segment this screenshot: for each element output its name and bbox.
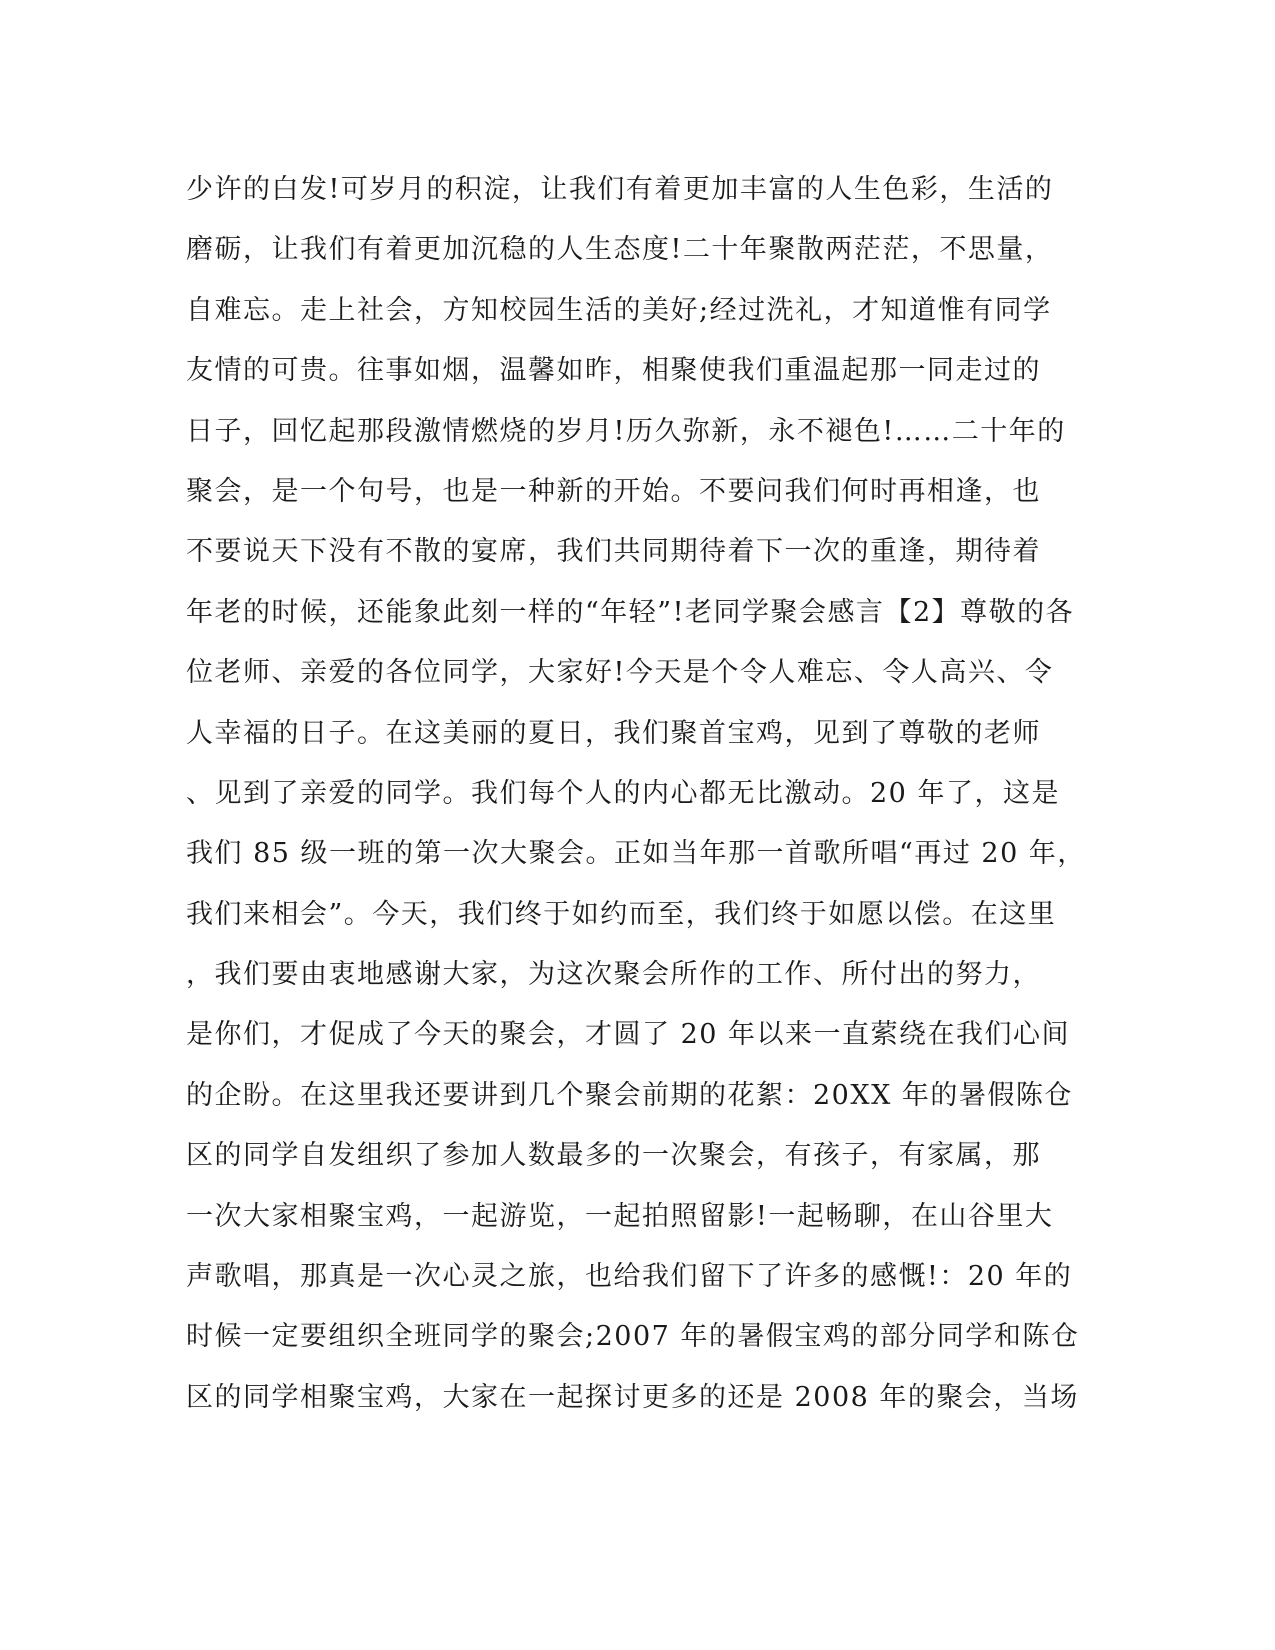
text-line: 的企盼。在这里我还要讲到几个聚会前期的花絮：20XX 年的暑假陈仓	[186, 1079, 1073, 1111]
text-line: 人幸福的日子。在这美丽的夏日，我们聚首宝鸡，见到了尊敬的老师	[186, 717, 1041, 749]
body-text	[186, 160, 1086, 1428]
text-line: 磨砺，让我们有着更加沉稳的人生态度!二十年聚散两茫茫，不思量，	[186, 234, 1054, 266]
text-line: 少许的白发!可岁月的积淀，让我们有着更加丰富的人生色彩，生活的	[186, 174, 1054, 205]
text-line: 声歌唱，那真是一次心灵之旅，也给我们留下了许多的感慨!：20 年的	[186, 1261, 1073, 1293]
text-line: 是你们，才促成了今天的聚会，才圆了 20 年以来一直萦绕在我们心间	[186, 1019, 1071, 1051]
text-line: 我们来相会”。今天，我们终于如约而至，我们终于如愿以偿。在这里	[186, 898, 1057, 930]
text-line: 自难忘。走上社会，方知校园生活的美好;经过洗礼，才知道惟有同学	[186, 294, 1052, 326]
text-line: 一次大家相聚宝鸡，一起游览，一起拍照留影!一起畅聊，在山谷里大	[186, 1200, 1054, 1232]
text-line: 区的同学相聚宝鸡，大家在一起探讨更多的还是 2008 年的聚会，当场	[186, 1381, 1079, 1413]
text-line: 、见到了亲爱的同学。我们每个人的内心都无比激动。20 年了，这是	[186, 777, 1060, 809]
text-line: 我们 85 级一班的第一次大聚会。正如当年那一首歌所唱“再过 20 年，	[186, 838, 1086, 870]
text-line: 时候一定要组织全班同学的聚会;2007 年的暑假宝鸡的部分同学和陈仓	[186, 1321, 1080, 1353]
text-line: 位老师、亲爱的各位同学，大家好!今天是个令人难忘、令人高兴、令	[186, 657, 1054, 689]
text-line: 日子，回忆起那段激情燃烧的岁月!历久弥新，永不褪色!……二十年的	[186, 415, 1066, 447]
text-line: 区的同学自发组织了参加人数最多的一次聚会，有孩子，有家属，那	[186, 1140, 1041, 1172]
text-line: 聚会，是一个句号，也是一种新的开始。不要问我们何时再相逢，也	[186, 475, 1041, 507]
text-line: 年老的时候，还能象此刻一样的“年轻”!老同学聚会感言【2】尊敬的各	[186, 596, 1075, 628]
text-line: 友情的可贵。往事如烟，温馨如昨，相聚使我们重温起那一同走过的	[186, 355, 1041, 387]
text-line: 不要说天下没有不散的宴席，我们共同期待着下一次的重逢，期待着	[186, 536, 1041, 568]
text-line: ，我们要由衷地感谢大家，为这次聚会所作的工作、所付出的努力，	[186, 959, 1041, 991]
